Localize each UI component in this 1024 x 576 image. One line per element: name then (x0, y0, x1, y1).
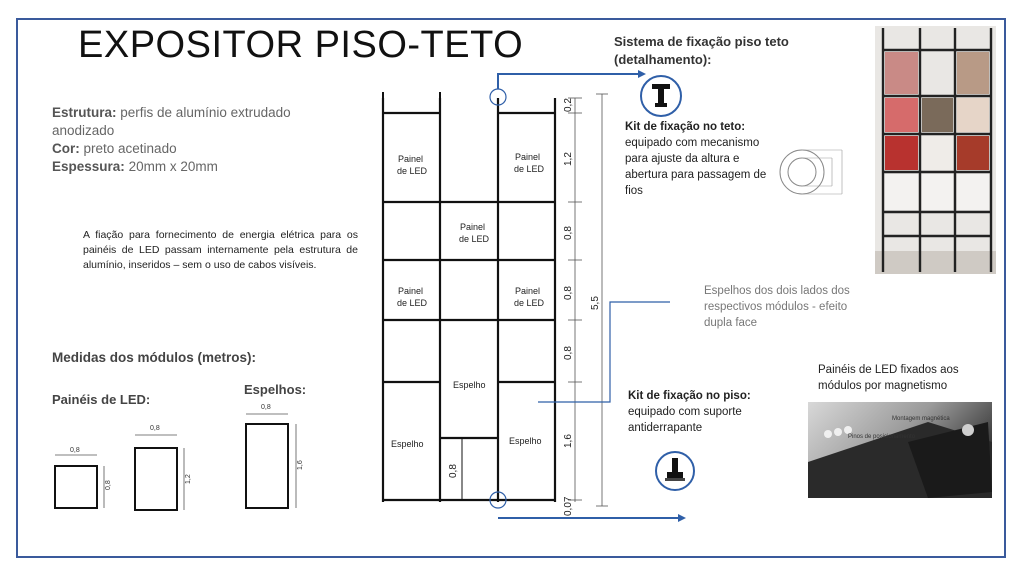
paineis-led-heading: Painéis de LED: (52, 392, 151, 407)
led-small-height: 0,8 (105, 480, 112, 490)
led-small-width: 0,8 (70, 447, 80, 454)
panel-label-b2: de LED (514, 164, 545, 174)
magnet-note: Painéis de LED fixados aos módulos por magnetismo (818, 364, 959, 392)
ceiling-kit-section (772, 142, 864, 206)
led-tall-module (135, 448, 177, 510)
ceiling-kit-desc: equipado com mecanismo para ajuste da altura e abertura para passagem de fios (625, 137, 767, 197)
espessura-label: Espessura: (52, 159, 125, 174)
medidas-heading: Medidas dos módulos (metros): (52, 350, 257, 365)
esp-width: 0,8 (261, 404, 271, 411)
dim-0-8-b: 0,8 (563, 286, 574, 300)
dim-0-8-a: 0,8 (563, 226, 574, 240)
panel-label-c2: de LED (459, 234, 490, 244)
floor-kit-text (628, 388, 758, 436)
panel-label-a1: Painel (398, 154, 424, 164)
dim-1-6: 1,6 (563, 434, 574, 448)
spec-block (52, 104, 322, 176)
mirror-label-mid: Espelho (453, 380, 486, 390)
floor-kit-desc: equipado com suporte antiderrapante (628, 406, 742, 434)
mirror-label-right: Espelho (509, 436, 542, 446)
wiring-paragraph: A fiação para fornecimento de energia elétrica para os painéis de LED passam internamente pela estrutura de alumínio, inseridos – sem o uso de cabos visíveis. (83, 229, 358, 271)
panel-label-a2: de LED (397, 166, 428, 176)
magnet-photo (808, 402, 992, 498)
ceiling-kit-icon (637, 72, 685, 120)
espelho-module (246, 424, 288, 508)
panel-label-e2: de LED (514, 298, 545, 308)
estrutura-label: Estrutura: (52, 105, 117, 120)
panel-label-e1: Painel (515, 286, 541, 296)
module-size-drawings (40, 404, 330, 520)
mirrors-note: Espelhos dos dois lados dos respectivos módulos - efeito dupla face (704, 285, 850, 329)
product-photo-shelving (875, 26, 996, 274)
cor-label: Cor: (52, 141, 80, 156)
dim-total: 5,5 (590, 296, 601, 310)
dim-1-2: 1,2 (563, 152, 574, 166)
panel-label-c1: Painel (460, 222, 486, 232)
panel-label-d2: de LED (397, 298, 428, 308)
ceiling-kit-label: Kit de fixação no teto: (625, 121, 746, 133)
led-tall-width: 0,8 (150, 425, 160, 432)
page-title: EXPOSITOR PISO-TETO (78, 24, 524, 66)
magnet-label-pins: Pinos de posicionamento (848, 434, 916, 440)
led-small-module (55, 466, 97, 508)
dim-0-2: 0,2 (563, 98, 574, 112)
panel-label-b1: Painel (515, 152, 541, 162)
mirror-label-left: Espelho (391, 439, 424, 449)
magnet-label-mount: Montagem magnética (892, 416, 950, 422)
product-photo (875, 26, 996, 274)
panel-label-d1: Painel (398, 286, 424, 296)
floor-kit-icon (654, 450, 696, 492)
ceiling-kit-text (625, 119, 775, 199)
bottom-gap-dim: 0,8 (448, 464, 459, 478)
fixing-system-title: Sistema de fixação piso teto (detalhamento): (614, 34, 789, 67)
espessura-value: 20mm x 20mm (128, 159, 218, 174)
espelhos-heading: Espelhos: (244, 382, 307, 397)
magnet-photo-detail (808, 402, 992, 498)
led-tall-height: 1,2 (185, 474, 192, 484)
floor-kit-label: Kit de fixação no piso: (628, 390, 751, 402)
estrutura-value: perfis de alumínio extrudado anodizado (52, 105, 291, 138)
dim-0-8-c: 0,8 (563, 346, 574, 360)
esp-height: 1,6 (297, 460, 304, 470)
dim-0-07: 0,07 (563, 496, 574, 516)
cor-value: preto acetinado (83, 141, 177, 156)
